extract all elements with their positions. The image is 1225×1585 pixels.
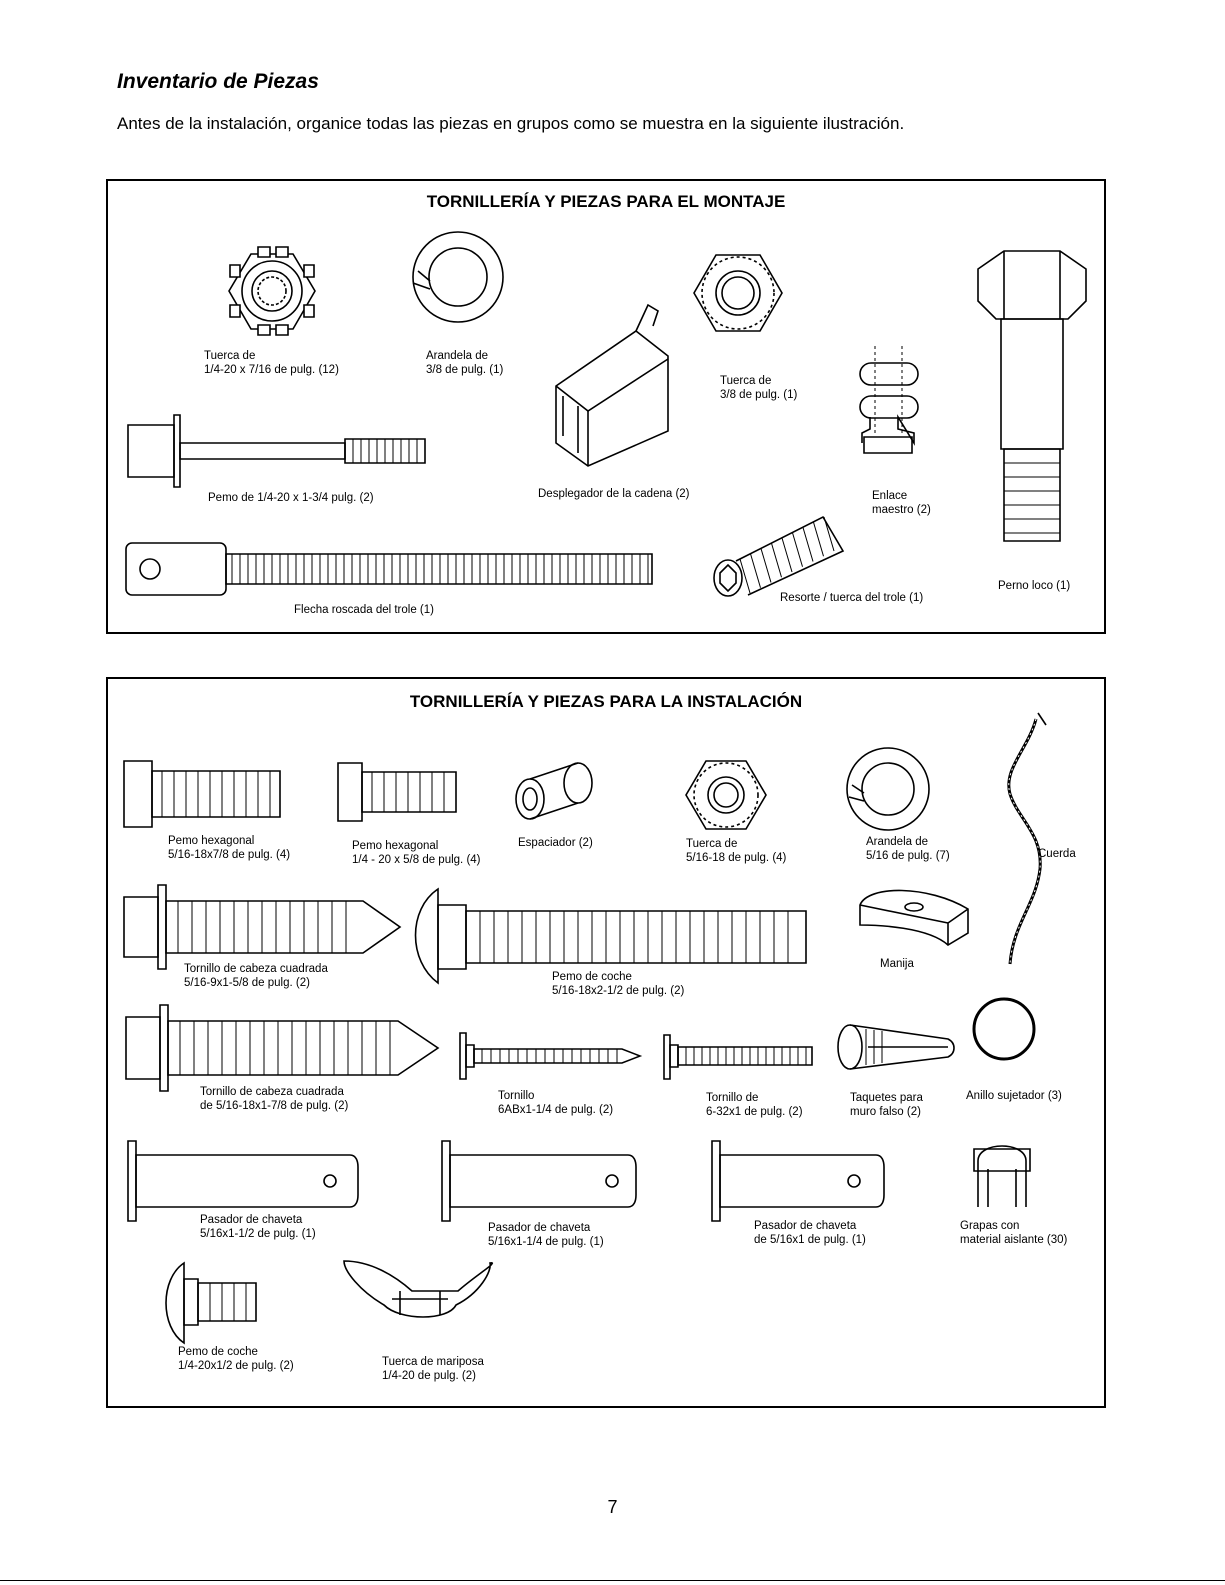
lock-washer-icon [413, 232, 503, 322]
assembly-hardware-panel [106, 179, 1106, 634]
hex-nut-icon [694, 255, 782, 331]
part-label: Arandela de 5/16 de pulg. (7) [866, 836, 950, 862]
part-label: Manija [880, 958, 914, 970]
page-title: Inventario de Piezas [117, 70, 319, 93]
part-label: Grapas con material aislante (30) [960, 1220, 1068, 1246]
lag-screw-long-icon [126, 1005, 438, 1091]
part-label: Tornillo de 6-32x1 de pulg. (2) [706, 1092, 803, 1118]
part-label: Pasador de chaveta de 5/16x1 de pulg. (1) [754, 1220, 866, 1246]
part-label: Enlace maestro (2) [872, 490, 931, 516]
hex-nut-icon [686, 761, 766, 829]
part-label: Anillo sujetador (3) [966, 1090, 1062, 1102]
installation-heading: TORNILLERÍA Y PIEZAS PARA LA INSTALACIÓN [409, 692, 803, 711]
hex-bolt-small-icon [338, 763, 456, 821]
lock-nut-icon [229, 247, 315, 335]
threaded-shaft-icon [126, 543, 652, 595]
part-label: Cuerda [1038, 848, 1076, 860]
part-label: Tuerca de mariposa 1/4-20 de pulg. (2) [382, 1356, 484, 1382]
ring-fastener-icon [974, 999, 1034, 1059]
intro-text: Antes de la instalación, organice todas las piezas en grupos como se muestra en la siguiente ilustración. [117, 114, 905, 133]
part-label: Pemo hexagonal 5/16-18x7/8 de pulg. (4) [168, 835, 291, 861]
chain-spreader-icon [556, 305, 668, 466]
part-label: Taquetes para muro falso (2) [850, 1092, 923, 1118]
assembly-heading: TORNILLERÍA Y PIEZAS PARA EL MONTAJE [426, 192, 786, 211]
part-label: Flecha roscada del trole (1) [294, 604, 434, 616]
carriage-bolt-small-icon [166, 1263, 256, 1343]
part-label: Arandela de 3/8 de pulg. (1) [426, 350, 504, 376]
clevis-pin-icon [442, 1141, 636, 1221]
part-label: Espaciador (2) [518, 837, 593, 849]
part-label: Tuerca de 3/8 de pulg. (1) [720, 375, 798, 401]
part-label: Pemo de 1/4-20 x 1-3/4 pulg. (2) [208, 492, 374, 504]
part-label: Perno loco (1) [998, 580, 1071, 592]
carriage-bolt-icon [416, 889, 807, 983]
part-label: Desplegador de la cadena (2) [538, 488, 690, 500]
part-label: Pemo de coche 1/4-20x1/2 de pulg. (2) [178, 1346, 294, 1372]
bolt-icon [128, 415, 425, 487]
clevis-pin-icon [128, 1141, 358, 1221]
drywall-anchor-icon [838, 1025, 954, 1069]
part-label: Resorte / tuerca del trole (1) [780, 592, 924, 604]
part-label: Pasador de chaveta 5/16x1-1/2 de pulg. (1) [200, 1214, 316, 1240]
part-label: Tornillo 6ABx1-1/4 de pulg. (2) [498, 1090, 614, 1116]
screw-icon [460, 1033, 640, 1079]
lock-washer-icon [847, 748, 929, 830]
rope-icon [1009, 713, 1046, 964]
hex-bolt-icon [124, 761, 280, 827]
part-label: Tuerca de 5/16-18 de pulg. (4) [686, 838, 787, 864]
page-number: 7 [607, 1497, 618, 1517]
part-label: Tuerca de 1/4-20 x 7/16 de pulg. (12) [204, 350, 339, 376]
spring-nut-icon [714, 517, 843, 596]
part-label: Tornillo de cabeza cuadrada 5/16-9x1-5/8 de pulg. (2) [184, 963, 328, 989]
machine-screw-icon [664, 1035, 812, 1079]
part-label: Tornillo de cabeza cuadrada de 5/16-18x1-7/8 de pulg. (2) [200, 1086, 349, 1112]
part-label: Pemo hexagonal 1/4 - 20 x 5/8 de pulg. (4) [352, 840, 481, 866]
master-link-icon [860, 346, 918, 453]
part-label: Pasador de chaveta 5/16x1-1/4 de pulg. (1) [488, 1222, 604, 1248]
installation-hardware-panel [106, 677, 1106, 1408]
bottom-rule [0, 1580, 1225, 1581]
idler-bolt-icon [978, 251, 1086, 541]
part-label: Pemo de coche 5/16-18x2-1/2 de pulg. (2) [552, 971, 685, 997]
wing-nut-icon [344, 1261, 492, 1317]
lag-screw-icon [124, 885, 400, 969]
clevis-pin-icon [712, 1141, 884, 1221]
spacer-icon [516, 763, 592, 819]
handle-icon [860, 890, 968, 945]
insulated-staple-icon [974, 1146, 1030, 1207]
